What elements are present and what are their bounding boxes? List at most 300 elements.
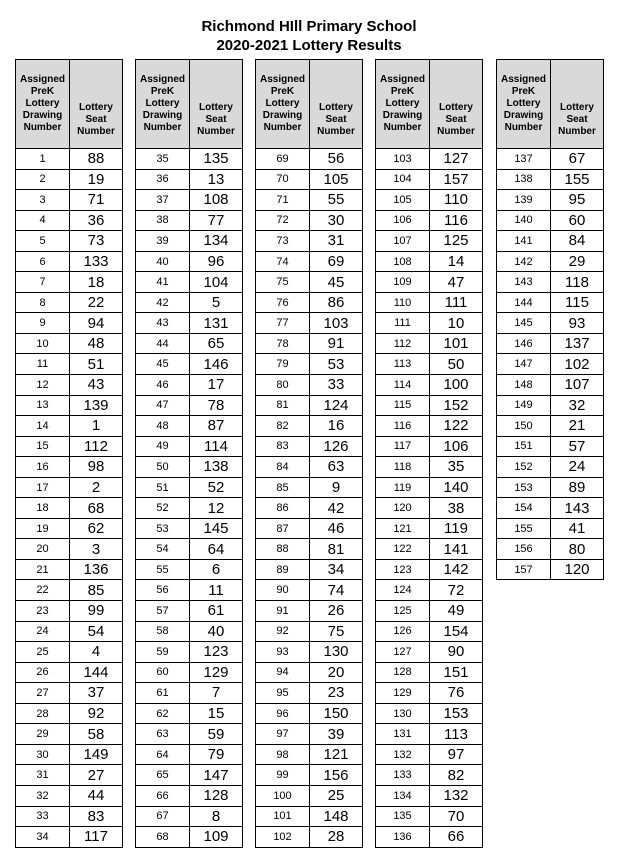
drawing-number-cell: 89 xyxy=(256,559,310,580)
drawing-number-cell: 12 xyxy=(16,375,70,396)
table-row xyxy=(136,416,243,437)
drawing-number-cell: 123 xyxy=(376,559,430,580)
drawing-number-cell: 95 xyxy=(256,683,310,704)
seat-number-cell: 87 xyxy=(190,416,243,437)
drawing-number-cell: 85 xyxy=(256,477,310,498)
drawing-number-cell: 13 xyxy=(16,395,70,416)
table-row xyxy=(256,827,363,848)
table-row xyxy=(497,272,604,293)
seat-number-cell: 13 xyxy=(190,169,243,190)
seat-number-cell: 83 xyxy=(70,806,123,827)
seat-number-cell: 15 xyxy=(190,703,243,724)
seat-number-cell: 42 xyxy=(310,498,363,519)
seat-number-cell: 116 xyxy=(430,210,483,231)
drawing-number-cell: 86 xyxy=(256,498,310,519)
seat-number-cell: 92 xyxy=(70,703,123,724)
drawing-number-cell: 118 xyxy=(376,457,430,478)
header-seat-number: Lottery Seat Number xyxy=(551,60,604,149)
drawing-number-cell: 92 xyxy=(256,621,310,642)
drawing-number-cell: 7 xyxy=(16,272,70,293)
drawing-number-cell: 94 xyxy=(256,662,310,683)
drawing-number-cell: 135 xyxy=(376,806,430,827)
seat-number-cell: 28 xyxy=(310,827,363,848)
table-row xyxy=(136,457,243,478)
drawing-number-cell: 54 xyxy=(136,539,190,560)
table-row xyxy=(376,251,483,272)
drawing-number-cell: 129 xyxy=(376,683,430,704)
drawing-number-cell: 125 xyxy=(376,601,430,622)
seat-number-cell: 106 xyxy=(430,436,483,457)
table-row xyxy=(16,580,123,601)
table-row xyxy=(256,662,363,683)
seat-number-cell: 88 xyxy=(70,149,123,170)
seat-number-cell: 41 xyxy=(551,518,604,539)
table-row xyxy=(376,724,483,745)
drawing-number-cell: 15 xyxy=(16,436,70,457)
seat-number-cell: 125 xyxy=(430,231,483,252)
seat-number-cell: 32 xyxy=(551,395,604,416)
seat-number-cell: 47 xyxy=(430,272,483,293)
seat-number-cell: 134 xyxy=(190,231,243,252)
table-row xyxy=(16,621,123,642)
drawing-number-cell: 57 xyxy=(136,601,190,622)
table-row xyxy=(16,662,123,683)
table-row xyxy=(16,272,123,293)
drawing-number-cell: 76 xyxy=(256,292,310,313)
drawing-number-cell: 108 xyxy=(376,251,430,272)
seat-number-cell: 22 xyxy=(70,292,123,313)
table-row xyxy=(376,785,483,806)
seat-number-cell: 5 xyxy=(190,292,243,313)
drawing-number-cell: 1 xyxy=(16,149,70,170)
drawing-number-cell: 66 xyxy=(136,785,190,806)
seat-number-cell: 6 xyxy=(190,559,243,580)
table-row xyxy=(256,703,363,724)
drawing-number-cell: 6 xyxy=(16,251,70,272)
drawing-number-cell: 124 xyxy=(376,580,430,601)
drawing-number-cell: 93 xyxy=(256,642,310,663)
table-row xyxy=(497,436,604,457)
drawing-number-cell: 112 xyxy=(376,333,430,354)
drawing-number-cell: 107 xyxy=(376,231,430,252)
seat-number-cell: 64 xyxy=(190,539,243,560)
table-row xyxy=(376,436,483,457)
table-row xyxy=(256,785,363,806)
drawing-number-cell: 91 xyxy=(256,601,310,622)
table-row xyxy=(256,806,363,827)
drawing-number-cell: 140 xyxy=(497,210,551,231)
seat-number-cell: 10 xyxy=(430,313,483,334)
seat-number-cell: 108 xyxy=(190,190,243,211)
table-row xyxy=(376,313,483,334)
seat-number-cell: 139 xyxy=(70,395,123,416)
drawing-number-cell: 20 xyxy=(16,539,70,560)
table-row xyxy=(256,621,363,642)
drawing-number-cell: 40 xyxy=(136,251,190,272)
seat-number-cell: 153 xyxy=(430,703,483,724)
drawing-number-cell: 28 xyxy=(16,703,70,724)
drawing-number-cell: 80 xyxy=(256,375,310,396)
drawing-number-cell: 152 xyxy=(497,457,551,478)
seat-number-cell: 8 xyxy=(190,806,243,827)
table-row xyxy=(497,416,604,437)
table-row xyxy=(136,375,243,396)
seat-number-cell: 74 xyxy=(310,580,363,601)
table-row xyxy=(256,292,363,313)
seat-number-cell: 150 xyxy=(310,703,363,724)
drawing-number-cell: 25 xyxy=(16,642,70,663)
drawing-number-cell: 115 xyxy=(376,395,430,416)
drawing-number-cell: 127 xyxy=(376,642,430,663)
seat-number-cell: 129 xyxy=(190,662,243,683)
seat-number-cell: 56 xyxy=(310,149,363,170)
table-row xyxy=(497,518,604,539)
seat-number-cell: 123 xyxy=(190,642,243,663)
drawing-number-cell: 61 xyxy=(136,683,190,704)
drawing-number-cell: 122 xyxy=(376,539,430,560)
header-seat-number: Lottery Seat Number xyxy=(310,60,363,149)
seat-number-cell: 44 xyxy=(70,785,123,806)
table-row xyxy=(16,683,123,704)
drawing-number-cell: 62 xyxy=(136,703,190,724)
table-row xyxy=(376,190,483,211)
table-row xyxy=(256,395,363,416)
table-row xyxy=(497,354,604,375)
drawing-number-cell: 103 xyxy=(376,149,430,170)
table-row xyxy=(256,559,363,580)
seat-number-cell: 100 xyxy=(430,375,483,396)
table-row xyxy=(376,683,483,704)
drawing-number-cell: 139 xyxy=(497,190,551,211)
drawing-number-cell: 37 xyxy=(136,190,190,211)
drawing-number-cell: 52 xyxy=(136,498,190,519)
seat-number-cell: 109 xyxy=(190,827,243,848)
seat-number-cell: 33 xyxy=(310,375,363,396)
seat-number-cell: 99 xyxy=(70,601,123,622)
drawing-number-cell: 38 xyxy=(136,210,190,231)
seat-number-cell: 110 xyxy=(430,190,483,211)
seat-number-cell: 140 xyxy=(430,477,483,498)
seat-number-cell: 60 xyxy=(551,210,604,231)
seat-number-cell: 151 xyxy=(430,662,483,683)
drawing-number-cell: 29 xyxy=(16,724,70,745)
seat-number-cell: 155 xyxy=(551,169,604,190)
seat-number-cell: 63 xyxy=(310,457,363,478)
table-row xyxy=(136,333,243,354)
drawing-number-cell: 10 xyxy=(16,333,70,354)
seat-number-cell: 24 xyxy=(551,457,604,478)
table-row xyxy=(136,436,243,457)
drawing-number-cell: 63 xyxy=(136,724,190,745)
seat-number-cell: 39 xyxy=(310,724,363,745)
seat-number-cell: 79 xyxy=(190,744,243,765)
table-row xyxy=(16,375,123,396)
seat-number-cell: 144 xyxy=(70,662,123,683)
seat-number-cell: 80 xyxy=(551,539,604,560)
table-row xyxy=(136,806,243,827)
seat-number-cell: 69 xyxy=(310,251,363,272)
drawing-number-cell: 101 xyxy=(256,806,310,827)
drawing-number-cell: 5 xyxy=(16,231,70,252)
table-row xyxy=(136,313,243,334)
drawing-number-cell: 157 xyxy=(497,559,551,580)
drawing-number-cell: 59 xyxy=(136,642,190,663)
drawing-number-cell: 154 xyxy=(497,498,551,519)
seat-number-cell: 133 xyxy=(70,251,123,272)
table-row xyxy=(16,559,123,580)
table-row xyxy=(256,416,363,437)
seat-number-cell: 38 xyxy=(430,498,483,519)
table-row xyxy=(256,765,363,786)
drawing-number-cell: 9 xyxy=(16,313,70,334)
drawing-number-cell: 33 xyxy=(16,806,70,827)
header-drawing-number: Assigned PreK Lottery Drawing Number xyxy=(136,60,190,149)
table-row xyxy=(376,149,483,170)
drawing-number-cell: 90 xyxy=(256,580,310,601)
table-row xyxy=(16,642,123,663)
seat-number-cell: 145 xyxy=(190,518,243,539)
drawing-number-cell: 69 xyxy=(256,149,310,170)
seat-number-cell: 34 xyxy=(310,559,363,580)
table-row xyxy=(497,539,604,560)
drawing-number-cell: 27 xyxy=(16,683,70,704)
seat-number-cell: 97 xyxy=(430,744,483,765)
table-row xyxy=(256,539,363,560)
drawing-number-cell: 84 xyxy=(256,457,310,478)
seat-number-cell: 65 xyxy=(190,333,243,354)
drawing-number-cell: 48 xyxy=(136,416,190,437)
table-row xyxy=(16,601,123,622)
lottery-table-5 xyxy=(496,59,604,580)
drawing-number-cell: 49 xyxy=(136,436,190,457)
drawing-number-cell: 55 xyxy=(136,559,190,580)
table-row xyxy=(16,169,123,190)
drawing-number-cell: 156 xyxy=(497,539,551,560)
drawing-number-cell: 74 xyxy=(256,251,310,272)
drawing-number-cell: 19 xyxy=(16,518,70,539)
table-row xyxy=(136,190,243,211)
header-drawing-number: Assigned PreK Lottery Drawing Number xyxy=(376,60,430,149)
seat-number-cell: 58 xyxy=(70,724,123,745)
seat-number-cell: 66 xyxy=(430,827,483,848)
table-row xyxy=(16,806,123,827)
seat-number-cell: 19 xyxy=(70,169,123,190)
table-row xyxy=(376,662,483,683)
drawing-number-cell: 155 xyxy=(497,518,551,539)
drawing-number-cell: 96 xyxy=(256,703,310,724)
seat-number-cell: 115 xyxy=(551,292,604,313)
lottery-table-1 xyxy=(15,59,123,848)
drawing-number-cell: 151 xyxy=(497,436,551,457)
table-row xyxy=(376,457,483,478)
seat-number-cell: 14 xyxy=(430,251,483,272)
table-row xyxy=(136,354,243,375)
seat-number-cell: 130 xyxy=(310,642,363,663)
table-row xyxy=(136,169,243,190)
page-title: Richmond HIll Primary School xyxy=(201,18,417,35)
drawing-number-cell: 64 xyxy=(136,744,190,765)
seat-number-cell: 18 xyxy=(70,272,123,293)
table-row xyxy=(256,580,363,601)
table-row xyxy=(376,765,483,786)
table-row xyxy=(376,292,483,313)
drawing-number-cell: 2 xyxy=(16,169,70,190)
drawing-number-cell: 24 xyxy=(16,621,70,642)
drawing-number-cell: 71 xyxy=(256,190,310,211)
table-row xyxy=(497,457,604,478)
seat-number-cell: 90 xyxy=(430,642,483,663)
seat-number-cell: 143 xyxy=(551,498,604,519)
drawing-number-cell: 142 xyxy=(497,251,551,272)
seat-number-cell: 117 xyxy=(70,827,123,848)
table-row xyxy=(376,169,483,190)
table-row xyxy=(256,498,363,519)
table-row xyxy=(497,149,604,170)
header-seat-number: Lottery Seat Number xyxy=(190,60,243,149)
table-row xyxy=(136,539,243,560)
table-row xyxy=(136,477,243,498)
seat-number-cell: 124 xyxy=(310,395,363,416)
table-row xyxy=(376,231,483,252)
drawing-number-cell: 44 xyxy=(136,333,190,354)
drawing-number-cell: 41 xyxy=(136,272,190,293)
table-row xyxy=(497,559,604,580)
table-row xyxy=(256,190,363,211)
table-row xyxy=(136,785,243,806)
drawing-number-cell: 4 xyxy=(16,210,70,231)
seat-number-cell: 50 xyxy=(430,354,483,375)
table-row xyxy=(136,621,243,642)
drawing-number-cell: 136 xyxy=(376,827,430,848)
table-row xyxy=(376,703,483,724)
drawing-number-cell: 18 xyxy=(16,498,70,519)
table-row xyxy=(136,662,243,683)
table-row xyxy=(497,251,604,272)
table-row xyxy=(16,539,123,560)
seat-number-cell: 154 xyxy=(430,621,483,642)
table-row xyxy=(136,703,243,724)
table-row xyxy=(16,190,123,211)
table-row xyxy=(16,703,123,724)
drawing-number-cell: 102 xyxy=(256,827,310,848)
drawing-number-cell: 83 xyxy=(256,436,310,457)
drawing-number-cell: 153 xyxy=(497,477,551,498)
table-row xyxy=(376,416,483,437)
drawing-number-cell: 146 xyxy=(497,333,551,354)
drawing-number-cell: 43 xyxy=(136,313,190,334)
drawing-number-cell: 104 xyxy=(376,169,430,190)
table-row xyxy=(136,744,243,765)
seat-number-cell: 75 xyxy=(310,621,363,642)
table-row xyxy=(256,457,363,478)
drawing-number-cell: 14 xyxy=(16,416,70,437)
drawing-number-cell: 105 xyxy=(376,190,430,211)
seat-number-cell: 142 xyxy=(430,559,483,580)
table-row xyxy=(256,375,363,396)
table-row xyxy=(376,642,483,663)
drawing-number-cell: 34 xyxy=(16,827,70,848)
seat-number-cell: 82 xyxy=(430,765,483,786)
seat-number-cell: 51 xyxy=(70,354,123,375)
table-row xyxy=(16,785,123,806)
seat-number-cell: 138 xyxy=(190,457,243,478)
seat-number-cell: 149 xyxy=(70,744,123,765)
seat-number-cell: 48 xyxy=(70,333,123,354)
drawing-number-cell: 11 xyxy=(16,354,70,375)
table-row xyxy=(16,416,123,437)
seat-number-cell: 128 xyxy=(190,785,243,806)
table-row xyxy=(136,580,243,601)
drawing-number-cell: 145 xyxy=(497,313,551,334)
drawing-number-cell: 39 xyxy=(136,231,190,252)
page-subtitle: 2020-2021 Lottery Results xyxy=(216,37,402,54)
drawing-number-cell: 78 xyxy=(256,333,310,354)
table-row xyxy=(136,724,243,745)
drawing-number-cell: 35 xyxy=(136,149,190,170)
header-seat-number: Lottery Seat Number xyxy=(70,60,123,149)
drawing-number-cell: 143 xyxy=(497,272,551,293)
seat-number-cell: 146 xyxy=(190,354,243,375)
drawing-number-cell: 144 xyxy=(497,292,551,313)
drawing-number-cell: 97 xyxy=(256,724,310,745)
drawing-number-cell: 148 xyxy=(497,375,551,396)
table-row xyxy=(256,333,363,354)
seat-number-cell: 9 xyxy=(310,477,363,498)
table-row xyxy=(376,354,483,375)
drawing-number-cell: 46 xyxy=(136,375,190,396)
table-row xyxy=(136,395,243,416)
drawing-number-cell: 110 xyxy=(376,292,430,313)
drawing-number-cell: 3 xyxy=(16,190,70,211)
drawing-number-cell: 138 xyxy=(497,169,551,190)
table-row xyxy=(497,190,604,211)
seat-number-cell: 103 xyxy=(310,313,363,334)
table-row xyxy=(497,210,604,231)
drawing-number-cell: 42 xyxy=(136,292,190,313)
seat-number-cell: 43 xyxy=(70,375,123,396)
drawing-number-cell: 130 xyxy=(376,703,430,724)
table-row xyxy=(256,724,363,745)
seat-number-cell: 4 xyxy=(70,642,123,663)
table-row xyxy=(136,765,243,786)
seat-number-cell: 81 xyxy=(310,539,363,560)
table-row xyxy=(136,498,243,519)
seat-number-cell: 70 xyxy=(430,806,483,827)
table-row xyxy=(136,683,243,704)
drawing-number-cell: 119 xyxy=(376,477,430,498)
table-row xyxy=(136,272,243,293)
table-row xyxy=(497,395,604,416)
table-row xyxy=(136,292,243,313)
drawing-number-cell: 106 xyxy=(376,210,430,231)
seat-number-cell: 135 xyxy=(190,149,243,170)
drawing-number-cell: 53 xyxy=(136,518,190,539)
seat-number-cell: 131 xyxy=(190,313,243,334)
seat-number-cell: 77 xyxy=(190,210,243,231)
drawing-number-cell: 47 xyxy=(136,395,190,416)
table-row xyxy=(256,313,363,334)
drawing-number-cell: 82 xyxy=(256,416,310,437)
table-row xyxy=(136,601,243,622)
table-row xyxy=(497,292,604,313)
seat-number-cell: 7 xyxy=(190,683,243,704)
drawing-number-cell: 77 xyxy=(256,313,310,334)
drawing-number-cell: 58 xyxy=(136,621,190,642)
seat-number-cell: 147 xyxy=(190,765,243,786)
seat-number-cell: 118 xyxy=(551,272,604,293)
table-row xyxy=(376,395,483,416)
drawing-number-cell: 133 xyxy=(376,765,430,786)
